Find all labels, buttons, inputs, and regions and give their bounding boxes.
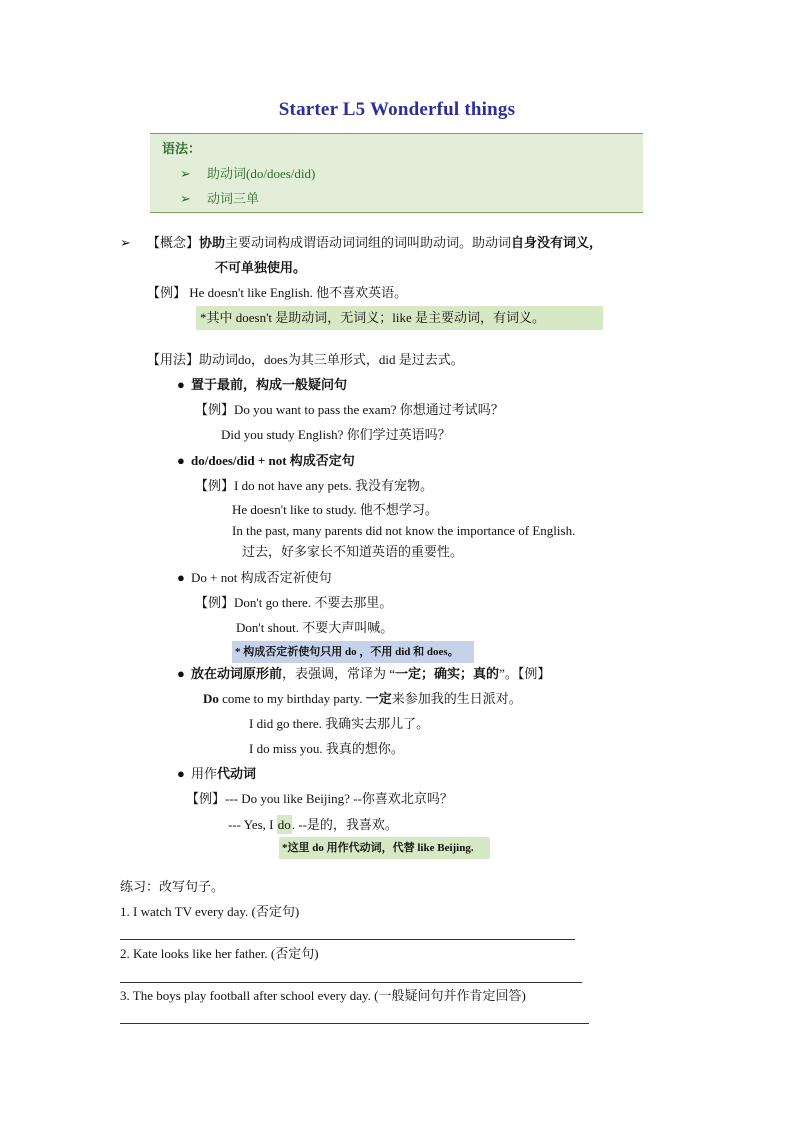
- page-title: Starter L5 Wonderful things: [278, 99, 516, 120]
- grammar-item-1: ➢ 助动词(do/does/did): [180, 164, 315, 184]
- arrow-bullet-icon: ➢: [180, 166, 191, 181]
- exercise-item-2: 2. Kate looks like her father. (否定句): [120, 946, 319, 961]
- answer-line-3[interactable]: [120, 1023, 589, 1024]
- concept-example: 【例】 He doesn't like English. 他不喜欢英语。: [147, 285, 408, 300]
- usage-s5-head: ● 用作代动词: [177, 764, 256, 784]
- usage-s5-ex1: 【例】--- Do you like Beijing? --你喜欢北京吗？: [186, 791, 453, 806]
- arrow-bullet-icon: ➢: [180, 191, 191, 206]
- usage-s4-head: ● 放在动词原形前，表强调，常译为 “一定；确实；真的”。【例】: [177, 664, 550, 684]
- exercise-heading: 练习：改写句子。: [120, 879, 225, 894]
- usage-s2-ex3: In the past, many parents did not know the importance of English.: [232, 523, 576, 538]
- usage-intro: 【用法】助动词do，does为其三单形式，did 是过去式。: [147, 352, 464, 367]
- arrow-bullet-icon: ➢: [120, 235, 131, 250]
- usage-s3-note: * 构成否定祈使句只用 do ，不用 did 和 does。: [232, 641, 474, 663]
- usage-s2-ex2: He doesn't like to study. 他不想学习。: [232, 502, 438, 517]
- bullet-icon: ●: [177, 453, 185, 468]
- usage-s4-ex3: I do miss you. 我真的想你。: [249, 741, 404, 756]
- usage-s2-ex1: 【例】I do not have any pets. 我没有宠物。: [195, 478, 433, 493]
- usage-s5-ex2: --- Yes, I do. --是的，我喜欢。: [228, 817, 398, 832]
- usage-s3-ex1: 【例】Don't go there. 不要去那里。: [195, 595, 393, 610]
- answer-line-2[interactable]: [120, 982, 582, 983]
- usage-s3-ex2: Don't shout. 不要大声叫喊。: [236, 620, 394, 635]
- grammar-heading: 语法：: [162, 141, 202, 156]
- bullet-icon: ●: [177, 666, 185, 681]
- usage-s1-head: ● 置于最前，构成一般疑问句: [177, 375, 347, 395]
- concept-note: *其中 doesn't 是助动词，无词义；like 是主要动词，有词义。: [196, 306, 603, 330]
- usage-s1-ex2: Did you study English? 你们学过英语吗？: [221, 427, 451, 442]
- grammar-item-2: ➢ 动词三单: [180, 189, 259, 209]
- usage-s5-note: *这里 do 用作代动词，代替 like Beijing.: [279, 837, 490, 859]
- concept-line-2: 不可单独使用。: [215, 260, 307, 275]
- bullet-icon: ●: [177, 766, 185, 781]
- usage-s4-ex2: I did go there. 我确实去那儿了。: [249, 716, 430, 731]
- usage-s3-head: ● Do + not 构成否定祈使句: [177, 568, 332, 588]
- usage-s2-head: ● do/does/did + not 构成否定句: [177, 451, 355, 471]
- answer-line-1[interactable]: [120, 939, 575, 940]
- usage-s4-ex1: Do come to my birthday party. 一定来参加我的生日派对。: [203, 691, 522, 706]
- exercise-item-1: 1. I watch TV every day. (否定句): [120, 904, 300, 919]
- concept-line-1: ➢ 【概念】协助主要动词构成谓语动词词组的词叫助动词。助动词自身没有词义，: [120, 233, 602, 253]
- exercise-item-3: 3. The boys play football after school every day. (一般疑问句并作肯定回答): [120, 988, 526, 1003]
- usage-s2-ex4: 过去，好多家长不知道英语的重要性。: [242, 544, 464, 559]
- usage-s1-ex1: 【例】Do you want to pass the exam? 你想通过考试吗？: [195, 402, 504, 417]
- bullet-icon: ●: [177, 570, 185, 585]
- bullet-icon: ●: [177, 377, 185, 392]
